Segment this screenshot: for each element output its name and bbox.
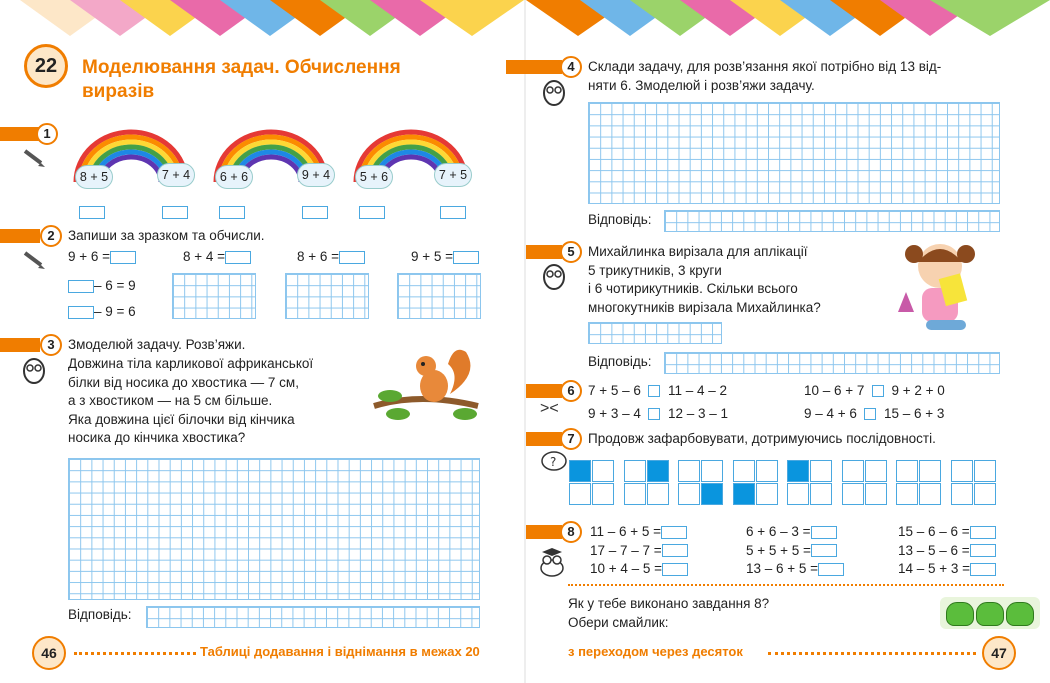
answer-box[interactable] <box>661 526 687 539</box>
answer-box[interactable] <box>225 251 251 264</box>
answer-box[interactable] <box>811 526 837 539</box>
pattern-cell-empty[interactable] <box>810 483 832 505</box>
task4-text: Склади задачу, для розв’язання якої потрібно від 13 від- няти 6. Змоделюй і розв’яжи задачу. <box>588 59 942 93</box>
cloud-expression: 5 + 6 <box>355 165 393 189</box>
pattern-cell-empty[interactable] <box>647 483 669 505</box>
pattern-cell-empty[interactable] <box>842 483 864 505</box>
answer-box[interactable] <box>219 204 245 222</box>
pattern-cell-empty[interactable] <box>919 460 941 482</box>
work-grid[interactable] <box>588 322 722 344</box>
cloud-expression: 6 + 6 <box>215 165 253 189</box>
task8-column: 15 – 6 – 6 = 13 – 5 – 6 = 14 – 5 + 3 = <box>898 523 996 579</box>
pattern-cell-empty[interactable] <box>865 460 887 482</box>
answer-box[interactable] <box>662 563 688 576</box>
pattern-cell-empty[interactable] <box>624 483 646 505</box>
task7-instruction: Продовж зафарбовувати, дотримуючись послідовності. <box>588 431 936 446</box>
squirrel-illustration <box>370 344 482 426</box>
pencil-icon <box>22 250 46 270</box>
task4-tab <box>506 60 562 74</box>
pattern-cell-empty[interactable] <box>919 483 941 505</box>
task1-number: 1 <box>36 123 58 145</box>
answer-box[interactable] <box>359 204 385 222</box>
answer-box[interactable] <box>110 251 136 264</box>
pattern-row <box>569 460 1001 508</box>
pattern-cell-empty[interactable] <box>896 483 918 505</box>
task1-tab <box>0 127 40 141</box>
pattern-square[interactable] <box>624 460 670 506</box>
pattern-cell-empty[interactable] <box>865 483 887 505</box>
pattern-cell-empty[interactable] <box>842 460 864 482</box>
cloud-expression: 8 + 5 <box>75 165 113 189</box>
page-number-right: 47 <box>982 636 1016 670</box>
work-grid[interactable] <box>397 273 481 319</box>
pencil-icon <box>22 148 46 168</box>
task3-number: 3 <box>40 334 62 356</box>
pattern-square[interactable] <box>569 460 615 506</box>
pattern-cell-filled[interactable] <box>569 460 591 482</box>
frog-graduate-icon <box>538 546 566 578</box>
happy-frog-icon[interactable] <box>946 602 974 626</box>
work-grid[interactable] <box>285 273 369 319</box>
pattern-cell-filled[interactable] <box>701 483 723 505</box>
task2-tab <box>0 229 40 243</box>
answer-box[interactable] <box>970 526 996 539</box>
answer-label: Відповідь: <box>588 212 652 227</box>
lesson-number: 22 <box>24 44 68 88</box>
pattern-cell-empty[interactable] <box>787 483 809 505</box>
cloud-expression: 9 + 4 <box>297 163 335 187</box>
owl-icon <box>542 78 566 106</box>
task2-number: 2 <box>40 225 62 247</box>
answer-box[interactable] <box>162 204 188 222</box>
lesson-title <box>82 56 401 104</box>
answer-box[interactable] <box>68 280 94 293</box>
pattern-square[interactable] <box>896 460 942 506</box>
owl-icon <box>542 262 566 290</box>
task5-tab <box>526 245 562 259</box>
pattern-square[interactable] <box>787 460 833 506</box>
pattern-cell-filled[interactable] <box>787 460 809 482</box>
pattern-cell-empty[interactable] <box>974 483 996 505</box>
answer-box[interactable] <box>453 251 479 264</box>
work-grid[interactable] <box>172 273 256 319</box>
pattern-cell-empty[interactable] <box>974 460 996 482</box>
pattern-cell-filled[interactable] <box>733 483 755 505</box>
footer-text-right: з переходом через десяток <box>568 644 743 659</box>
compare-box[interactable] <box>648 385 660 397</box>
answer-label: Відповідь: <box>588 354 652 369</box>
compare-pair: 10 – 6 + 7 9 + 2 + 0 <box>804 383 945 398</box>
pattern-cell-empty[interactable] <box>678 460 700 482</box>
footer-dots <box>74 652 196 655</box>
separator-dots <box>568 584 1004 586</box>
pattern-cell-empty[interactable] <box>733 460 755 482</box>
task6-tab <box>526 384 562 398</box>
pattern-cell-empty[interactable] <box>756 483 778 505</box>
compare-box[interactable] <box>872 385 884 397</box>
footer-text-left: Таблиці додавання і віднімання в межах 20 <box>200 644 480 659</box>
task3-text: Довжина тіла карликової африканської білки від носика до хвостика — 7 см, а з хвостиком — на 5 см більше. Яка довжина цієї білочки від кінчика носика до кінчика хвостика? <box>68 356 314 445</box>
question-bubble-icon <box>540 450 568 474</box>
answer-grid[interactable] <box>664 210 1000 232</box>
task5-number: 5 <box>560 241 582 263</box>
answer-box[interactable] <box>79 204 105 222</box>
pattern-cell-empty[interactable] <box>678 483 700 505</box>
answer-box[interactable] <box>970 563 996 576</box>
pattern-cell-empty[interactable] <box>951 460 973 482</box>
pattern-cell-empty[interactable] <box>896 460 918 482</box>
owl-icon <box>22 356 46 384</box>
title-line-2: виразів <box>82 81 155 102</box>
pattern-square[interactable] <box>733 460 779 506</box>
cloud-expression: 7 + 5 <box>434 163 472 187</box>
pattern-cell-empty[interactable] <box>592 483 614 505</box>
self-check-text: Як у тебе виконано завдання 8? Обери смайлик: <box>568 596 770 630</box>
work-grid[interactable] <box>588 102 1000 204</box>
pattern-square[interactable] <box>678 460 724 506</box>
task8-number: 8 <box>560 521 582 543</box>
girl-illustration <box>892 236 1002 342</box>
task2-example: 9 + 6 = <box>68 248 136 267</box>
pattern-cell-empty[interactable] <box>951 483 973 505</box>
work-grid[interactable] <box>68 458 480 600</box>
cloud-expression: 7 + 4 <box>157 163 195 187</box>
compare-icon: >< <box>540 400 559 417</box>
answer-grid[interactable] <box>664 352 1000 374</box>
task8-tab <box>526 525 562 539</box>
task2-sample: – 9 = 6 <box>68 303 136 322</box>
answer-box[interactable] <box>970 544 996 557</box>
pattern-square[interactable] <box>951 460 997 506</box>
task2-sample: – 6 = 9 <box>68 277 136 296</box>
pattern-cell-empty[interactable] <box>569 483 591 505</box>
task7-tab <box>526 432 562 446</box>
compare-box[interactable] <box>648 408 660 420</box>
task4-number: 4 <box>560 56 582 78</box>
task2-example: 9 + 5 = <box>411 248 479 267</box>
pattern-cell-empty[interactable] <box>810 460 832 482</box>
answer-box[interactable] <box>302 204 328 222</box>
answer-label: Відповідь: <box>68 607 132 622</box>
task5-text: Михайлинка вирізала для аплікації 5 трикутників, 3 круги і 6 чотирикутників. Скільки всього многокутників вирізала Михайлинка? <box>588 244 821 315</box>
task7-number: 7 <box>560 428 582 450</box>
task2-example: 8 + 6 = <box>297 248 365 267</box>
compare-pair: 9 + 3 – 4 12 – 3 – 1 <box>588 406 729 421</box>
title-line-1: Моделювання задач. Обчислення <box>82 57 401 78</box>
answer-box[interactable] <box>818 563 844 576</box>
answer-box[interactable] <box>662 544 688 557</box>
answer-box[interactable] <box>440 204 466 222</box>
answer-grid[interactable] <box>146 606 480 628</box>
pattern-square[interactable] <box>842 460 888 506</box>
task3-instruction: Змоделюй задачу. Розв’яжи. <box>68 337 246 352</box>
sad-frog-icon[interactable] <box>1006 602 1034 626</box>
task2-instruction: Запиши за зразком та обчисли. <box>68 228 265 243</box>
task8-column: 6 + 6 – 3 = 5 + 5 + 5 = 13 – 6 + 5 = <box>746 523 844 579</box>
pattern-cell-empty[interactable] <box>624 460 646 482</box>
page-number-left: 46 <box>32 636 66 670</box>
compare-pair: 7 + 5 – 6 11 – 4 – 2 <box>588 383 728 398</box>
pattern-cell-empty[interactable] <box>592 460 614 482</box>
pattern-cell-filled[interactable] <box>647 460 669 482</box>
pattern-cell-empty[interactable] <box>756 460 778 482</box>
neutral-frog-icon[interactable] <box>976 602 1004 626</box>
task3-tab <box>0 338 40 352</box>
answer-box[interactable] <box>339 251 365 264</box>
page-spine <box>524 0 526 683</box>
task8-column: 11 – 6 + 5 = 17 – 7 – 7 = 10 + 4 – 5 = <box>590 523 688 579</box>
compare-pair: 9 – 4 + 6 15 – 6 + 3 <box>804 406 945 421</box>
footer-dots <box>768 652 976 655</box>
answer-box[interactable] <box>68 306 94 319</box>
pattern-cell-empty[interactable] <box>701 460 723 482</box>
svg-text:?: ? <box>550 455 557 469</box>
task2-example: 8 + 4 = <box>183 248 251 267</box>
task6-number: 6 <box>560 380 582 402</box>
answer-box[interactable] <box>811 544 837 557</box>
compare-box[interactable] <box>864 408 876 420</box>
